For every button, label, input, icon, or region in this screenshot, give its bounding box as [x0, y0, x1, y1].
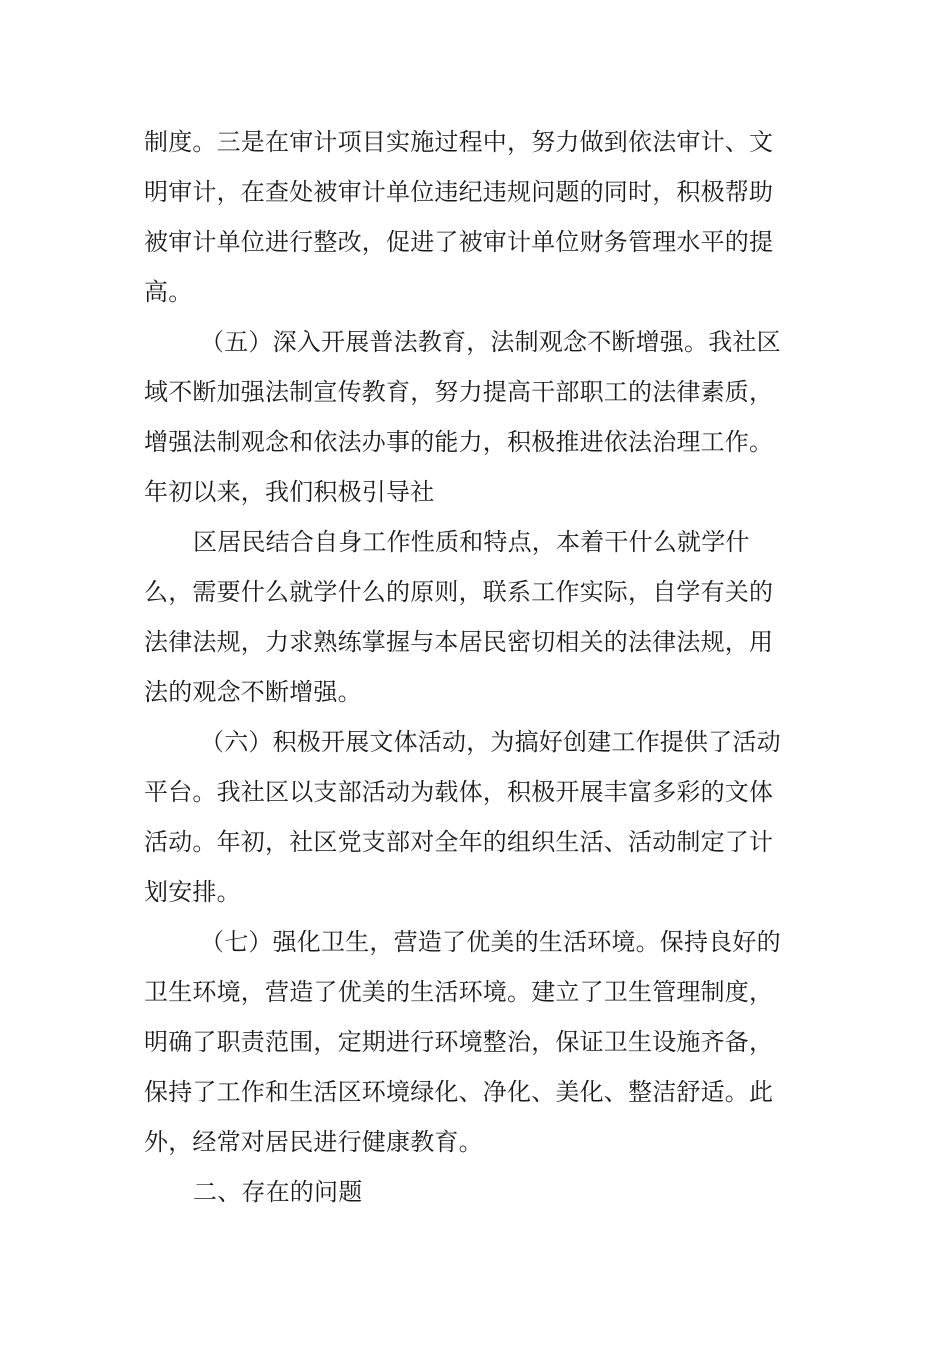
text-line: 法的观念不断增强。 — [144, 678, 362, 706]
text-line: （五）深入开展普法教育，法制观念不断增强。我社区 — [200, 328, 781, 356]
text-line: 么，需要什么就学什么的原则，联系工作实际，自学有关的 — [144, 578, 774, 606]
text-line: （六）积极开展文体活动，为搞好创建工作提供了活动 — [200, 728, 781, 756]
text-line: 法律法规，力求熟练掌握与本居民密切相关的法律法规，用 — [144, 628, 774, 656]
text-line: （七）强化卫生，营造了优美的生活环境。保持良好的 — [200, 928, 781, 956]
text-line: 明审计，在查处被审计单位违纪违规问题的同时，积极帮助 — [144, 178, 774, 206]
text-line: 域不断加强法制宣传教育，努力提高干部职工的法律素质， — [144, 378, 774, 406]
text-line: 制度。三是在审计项目实施过程中，努力做到依法审计、文 — [144, 128, 774, 156]
text-line: 划安排。 — [144, 878, 241, 906]
text-line: 高。 — [144, 278, 193, 306]
text-line: 平台。我社区以支部活动为载体，积极开展丰富多彩的文体 — [144, 778, 774, 806]
text-line: 被审计单位进行整改，促进了被审计单位财务管理水平的提 — [144, 228, 774, 256]
text-line: 保持了工作和生活区环境绿化、净化、美化、整洁舒适。此 — [144, 1078, 774, 1106]
text-line: 增强法制观念和依法办事的能力，积极推进依法治理工作。 — [144, 428, 774, 456]
text-line: 活动。年初，社区党支部对全年的组织生活、活动制定了计 — [144, 828, 774, 856]
text-line: 区居民结合自身工作性质和特点，本着干什么就学什 — [193, 528, 750, 556]
text-line: 外，经常对居民进行健康教育。 — [144, 1128, 483, 1156]
text-line: 明确了职责范围，定期进行环境整治，保证卫生设施齐备， — [144, 1028, 774, 1056]
text-line: 卫生环境，营造了优美的生活环境。建立了卫生管理制度， — [144, 978, 774, 1006]
section-heading: 二、存在的问题 — [193, 1178, 363, 1206]
text-line: 年初以来，我们积极引导社 — [144, 478, 435, 506]
